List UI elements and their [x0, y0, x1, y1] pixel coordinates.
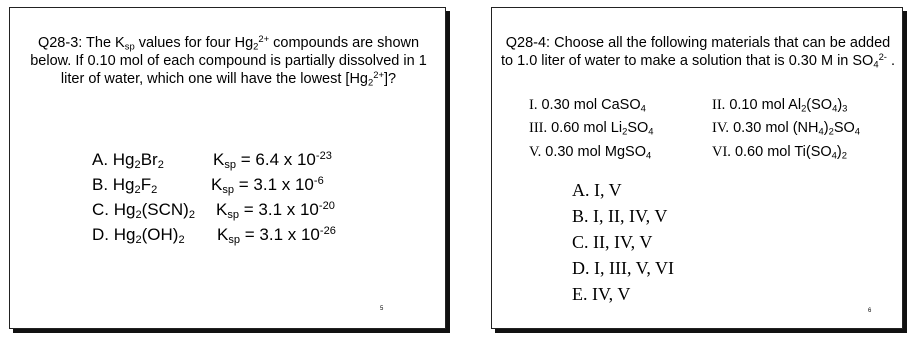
- question-text: .: [886, 53, 896, 69]
- material-ii: II. 0.10 mol $Al_2(SO_4)_3$: [712, 97, 848, 114]
- slide-q28-4: [491, 7, 903, 329]
- material-v: V. 0.30 mol MgSO$_4$: [529, 144, 652, 161]
- option-d-compound: D. $Hg_2(OH)_2$: [92, 225, 185, 246]
- option-a-ksp: $K_{sp} = 6.4$ x $10^{-23}$: [213, 149, 332, 171]
- choice-e: E. IV, V: [572, 284, 631, 304]
- material-i: I. 0.30 mol CaSO$_4$: [529, 97, 646, 114]
- question-text: Q28-3: The K: [37, 35, 125, 51]
- option-c-compound: C. $Hg_2(SCN)_2$: [92, 200, 195, 221]
- question-text: ]?: [383, 71, 397, 87]
- question-text: compounds are shown below. If 0.10 mol of each compound is partially dissolved in 1 liter of water, which one will have the lowest [Hg: [30, 35, 427, 87]
- superscript: 2+: [258, 32, 270, 44]
- choice-d: D. I, III, V, VI: [572, 258, 674, 278]
- question-text: values for four Hg: [134, 35, 254, 51]
- option-a-compound: A. $Hg_2Br_2$: [92, 150, 164, 171]
- option-c-ksp: $K_{sp} = 3.1$ x $10^{-20}$: [216, 199, 335, 221]
- material-iii: III. 0.60 mol $Li_2SO_4$: [529, 120, 654, 137]
- question-text: Q28-4: Choose all the following materials that can be added to 1.0 liter of water to make a solution that is 0.30 M in SO: [500, 35, 891, 69]
- page-number: 6: [868, 308, 872, 314]
- material-iv: IV. 0.30 mol $(NH_4)_2SO_4$: [712, 120, 861, 137]
- option-b-compound: B. $Hg_2F_2$: [92, 175, 158, 196]
- question-q28-3: [20, 34, 437, 88]
- option-b-ksp: $K_{sp} = 3.1$ x $10^{-6}$: [211, 174, 324, 196]
- subscript: 2: [253, 40, 259, 52]
- superscript: 2+: [373, 68, 384, 80]
- subscript: sp: [124, 40, 135, 52]
- subscript: 4: [873, 58, 879, 70]
- choice-b: B. I, II, IV, V: [572, 206, 668, 226]
- question-q28-4: [500, 34, 896, 70]
- superscript: 2-: [878, 50, 887, 62]
- choice-c: C. II, IV, V: [572, 232, 653, 252]
- slide-q28-3: [9, 7, 446, 329]
- option-d-ksp: $K_{sp} = 3.1$ x $10^{-26}$: [217, 224, 336, 246]
- choice-a: A. I, V: [572, 180, 622, 200]
- material-vi: VI. 0.60 mol $Ti(SO_4)_2$: [712, 144, 847, 161]
- subscript: 2: [368, 76, 374, 88]
- page-number: 5: [380, 306, 384, 312]
